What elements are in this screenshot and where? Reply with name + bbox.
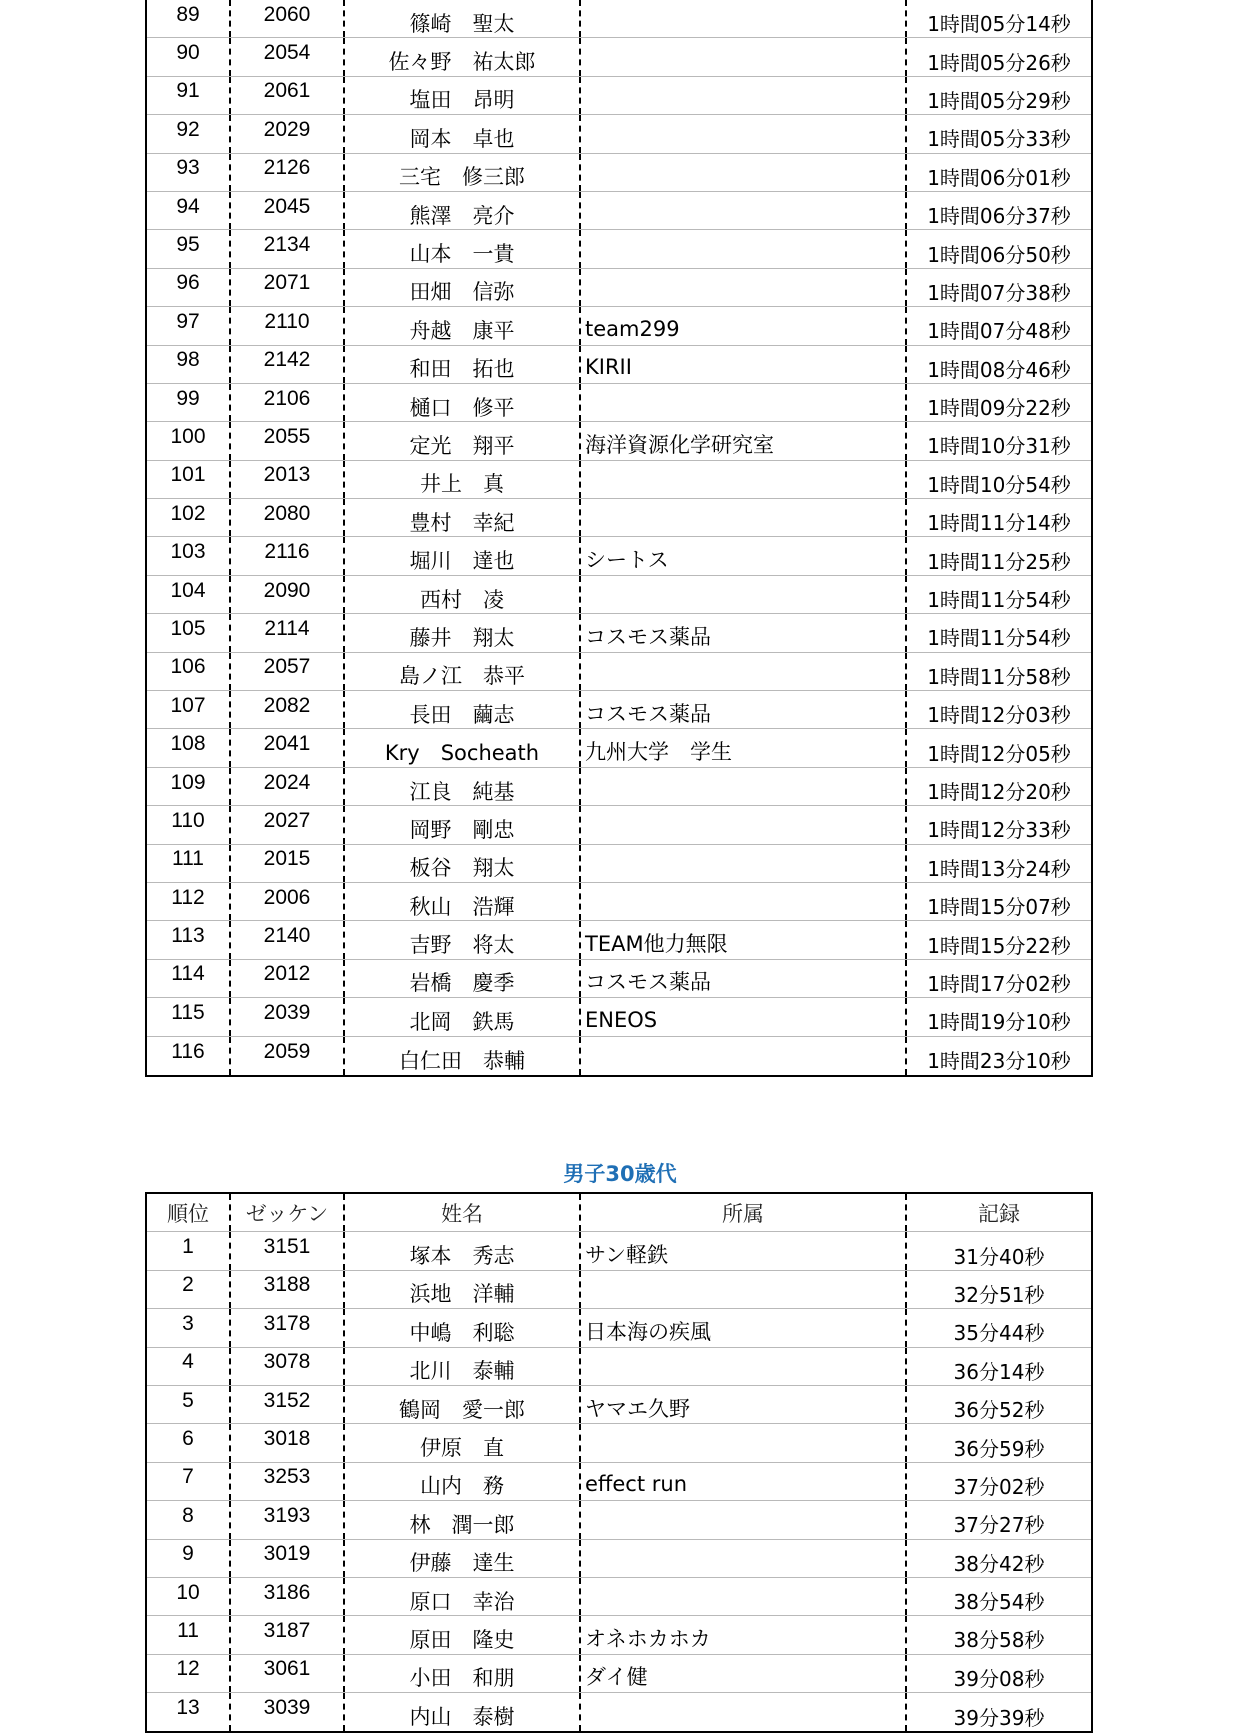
name-cell: 秋山 浩輝 [343, 883, 579, 920]
table-row [147, 768, 1091, 806]
name-cell: 田畑 信弥 [343, 269, 579, 306]
table-row [147, 729, 1091, 767]
rank-cell: 97 [176, 309, 200, 333]
table-header-row [147, 1194, 1091, 1232]
name-cell: 舟越 康平 [343, 307, 579, 344]
record-cell: 1時間15分22秒 [905, 921, 1091, 958]
header-record: 記録 [905, 1194, 1091, 1231]
team-cell [579, 38, 905, 75]
rank-cell: 1 [182, 1235, 194, 1259]
table-row [147, 1232, 1091, 1270]
bib-cell: 3193 [229, 1501, 343, 1538]
name-cell: 佐々野 祐太郎 [343, 38, 579, 75]
record-cell: 38分54秒 [905, 1578, 1091, 1615]
name-cell: 小田 和朋 [343, 1655, 579, 1692]
name-cell: 篠崎 聖太 [343, 0, 579, 37]
record-cell: 32分51秒 [905, 1271, 1091, 1308]
table-row [147, 38, 1091, 76]
name-cell: 堀川 達也 [343, 537, 579, 574]
team-cell [579, 1693, 905, 1731]
record-cell: 1時間08分46秒 [905, 346, 1091, 383]
record-cell: 1時間05分33秒 [905, 115, 1091, 152]
rank-cell: 113 [171, 924, 205, 948]
bib-cell: 2015 [229, 845, 343, 882]
team-cell: ヤマエ久野 [579, 1386, 905, 1423]
team-cell: コスモス薬品 [579, 614, 905, 651]
record-cell: 1時間07分38秒 [905, 269, 1091, 306]
team-cell [579, 576, 905, 613]
table-row [147, 883, 1091, 921]
bib-cell: 2114 [229, 614, 343, 651]
team-cell [579, 461, 905, 498]
name-cell: 熊澤 亮介 [343, 192, 579, 229]
table-row [147, 921, 1091, 959]
name-cell: 内山 泰樹 [343, 1693, 579, 1731]
rank-cell: 114 [171, 962, 205, 986]
record-cell: 37分27秒 [905, 1501, 1091, 1538]
table-row [147, 691, 1091, 729]
section-title: 男子30歳代 [563, 1162, 677, 1186]
team-cell [579, 653, 905, 690]
team-cell [579, 384, 905, 421]
bib-cell: 2116 [229, 537, 343, 574]
results-table-top [145, 0, 1093, 1077]
rank-cell: 112 [171, 885, 205, 909]
table-row [147, 1424, 1091, 1462]
record-cell: 1時間10分54秒 [905, 461, 1091, 498]
table-row [147, 1501, 1091, 1539]
name-cell: 西村 凌 [343, 576, 579, 613]
name-cell: 伊原 直 [343, 1424, 579, 1461]
bib-cell: 2012 [229, 960, 343, 997]
team-cell: KIRII [579, 346, 905, 383]
team-cell: オネホカホカ [579, 1616, 905, 1653]
name-cell: 藤井 翔太 [343, 614, 579, 651]
record-cell: 1時間06分50秒 [905, 230, 1091, 267]
table-row [147, 461, 1091, 499]
table-row [147, 269, 1091, 307]
record-cell: 1時間05分29秒 [905, 77, 1091, 114]
rank-cell: 89 [176, 2, 200, 26]
rank-cell: 2 [182, 1273, 194, 1297]
rank-cell: 5 [182, 1388, 194, 1412]
bib-cell: 2029 [229, 115, 343, 152]
name-cell: 樋口 修平 [343, 384, 579, 421]
bib-cell: 2024 [229, 768, 343, 805]
bib-cell: 2013 [229, 461, 343, 498]
bib-cell: 2142 [229, 346, 343, 383]
table-row [147, 1386, 1091, 1424]
team-cell [579, 154, 905, 191]
table-row [147, 0, 1091, 38]
header-team: 所属 [579, 1194, 905, 1231]
name-cell: 吉野 将太 [343, 921, 579, 958]
rank-cell: 13 [176, 1696, 200, 1720]
rank-cell: 99 [176, 386, 200, 410]
bib-cell: 2071 [229, 269, 343, 306]
rank-cell: 9 [182, 1542, 194, 1566]
record-cell: 1時間19分10秒 [905, 998, 1091, 1035]
record-cell: 1時間17分02秒 [905, 960, 1091, 997]
bib-cell: 2110 [229, 307, 343, 344]
table-row [147, 77, 1091, 115]
team-cell [579, 1424, 905, 1461]
name-cell: 林 潤一郎 [343, 1501, 579, 1538]
record-cell: 1時間05分26秒 [905, 38, 1091, 75]
header-rank: 順位 [167, 1201, 209, 1226]
name-cell: 岡本 卓也 [343, 115, 579, 152]
team-cell [579, 1501, 905, 1538]
name-cell: 和田 拓也 [343, 346, 579, 383]
name-cell: 原田 隆史 [343, 1616, 579, 1653]
rank-cell: 90 [176, 41, 200, 65]
rank-cell: 115 [171, 1000, 205, 1024]
record-cell: 36分59秒 [905, 1424, 1091, 1461]
table-row [147, 307, 1091, 345]
bib-cell: 2055 [229, 422, 343, 459]
team-cell: ENEOS [579, 998, 905, 1035]
team-cell [579, 845, 905, 882]
record-cell: 1時間12分33秒 [905, 806, 1091, 843]
name-cell: 島ノ江 恭平 [343, 653, 579, 690]
bib-cell: 2106 [229, 384, 343, 421]
record-cell: 38分42秒 [905, 1540, 1091, 1577]
rank-cell: 12 [176, 1657, 200, 1681]
team-cell [579, 1271, 905, 1308]
bib-cell: 2134 [229, 230, 343, 267]
table-row [147, 960, 1091, 998]
team-cell [579, 883, 905, 920]
record-cell: 1時間06分37秒 [905, 192, 1091, 229]
rank-cell: 8 [182, 1503, 194, 1527]
record-cell: 1時間10分31秒 [905, 422, 1091, 459]
name-cell: 岡野 剛忠 [343, 806, 579, 843]
rank-cell: 101 [170, 463, 206, 487]
team-cell [579, 499, 905, 536]
record-cell: 1時間15分07秒 [905, 883, 1091, 920]
rank-cell: 96 [176, 271, 200, 295]
record-cell: 1時間12分05秒 [905, 729, 1091, 766]
rank-cell: 91 [176, 79, 200, 103]
table-row [147, 576, 1091, 614]
rank-cell: 95 [176, 233, 200, 257]
record-cell: 1時間11分25秒 [905, 537, 1091, 574]
name-cell: 北川 泰輔 [343, 1348, 579, 1385]
table-row [147, 806, 1091, 844]
record-cell: 1時間23分10秒 [905, 1037, 1091, 1075]
rank-cell: 98 [176, 348, 200, 372]
record-cell: 1時間05分14秒 [905, 0, 1091, 37]
record-cell: 36分52秒 [905, 1386, 1091, 1423]
bib-cell: 2059 [229, 1037, 343, 1075]
rank-cell: 7 [182, 1465, 194, 1489]
name-cell: Kry Socheath [343, 729, 579, 766]
table-row [147, 346, 1091, 384]
team-cell [579, 230, 905, 267]
team-cell: シートス [579, 537, 905, 574]
team-cell: 海洋資源化学研究室 [579, 422, 905, 459]
name-cell: 塩田 昂明 [343, 77, 579, 114]
name-cell: 豊村 幸紀 [343, 499, 579, 536]
bib-cell: 3078 [229, 1348, 343, 1385]
header-bib: ゼッケン [229, 1194, 343, 1231]
header-name: 姓名 [343, 1194, 579, 1231]
bib-cell: 3187 [229, 1616, 343, 1653]
rank-cell: 108 [170, 732, 206, 756]
name-cell: 岩橋 慶季 [343, 960, 579, 997]
bib-cell: 2039 [229, 998, 343, 1035]
record-cell: 1時間07分48秒 [905, 307, 1091, 344]
rank-cell: 94 [176, 194, 200, 218]
team-cell [579, 1578, 905, 1615]
bib-cell: 3152 [229, 1386, 343, 1423]
team-cell [579, 768, 905, 805]
record-cell: 36分14秒 [905, 1348, 1091, 1385]
team-cell: effect run [579, 1463, 905, 1500]
name-cell: 鶴岡 愛一郎 [343, 1386, 579, 1423]
record-cell: 39分08秒 [905, 1655, 1091, 1692]
rank-cell: 107 [170, 693, 206, 717]
table-row [147, 1655, 1091, 1693]
team-cell: 九州大学 学生 [579, 729, 905, 766]
rank-cell: 102 [170, 501, 206, 525]
table-row [147, 115, 1091, 153]
record-cell: 1時間13分24秒 [905, 845, 1091, 882]
bib-cell: 3019 [229, 1540, 343, 1577]
rank-cell: 109 [170, 770, 206, 794]
table-row [147, 653, 1091, 691]
rank-cell: 106 [170, 655, 206, 679]
table-row [147, 1540, 1091, 1578]
team-cell [579, 1037, 905, 1075]
name-cell: 原口 幸治 [343, 1578, 579, 1615]
name-cell: 山本 一貴 [343, 230, 579, 267]
bib-cell: 2061 [229, 77, 343, 114]
team-cell: サン軽鉄 [579, 1232, 905, 1269]
rank-cell: 104 [170, 578, 206, 602]
name-cell: 山内 務 [343, 1463, 579, 1500]
rank-cell: 10 [176, 1580, 200, 1604]
name-cell: 浜地 洋輔 [343, 1271, 579, 1308]
team-cell [579, 192, 905, 229]
name-cell: 定光 翔平 [343, 422, 579, 459]
name-cell: 板谷 翔太 [343, 845, 579, 882]
table-row [147, 1578, 1091, 1616]
bib-cell: 3061 [229, 1655, 343, 1692]
bib-cell: 2027 [229, 806, 343, 843]
name-cell: 北岡 鉄馬 [343, 998, 579, 1035]
record-cell: 35分44秒 [905, 1309, 1091, 1346]
record-cell: 1時間11分14秒 [905, 499, 1091, 536]
bib-cell: 2041 [229, 729, 343, 766]
team-cell: TEAM他力無限 [579, 921, 905, 958]
results-table-men-30s [145, 1192, 1093, 1733]
team-cell [579, 0, 905, 37]
record-cell: 1時間11分54秒 [905, 614, 1091, 651]
bib-cell: 2080 [229, 499, 343, 536]
record-cell: 1時間11分54秒 [905, 576, 1091, 613]
table-row [147, 154, 1091, 192]
table-row [147, 499, 1091, 537]
name-cell: 長田 繭志 [343, 691, 579, 728]
bib-cell: 2126 [229, 154, 343, 191]
table-row [147, 1693, 1091, 1731]
rank-cell: 110 [171, 808, 205, 832]
table-row [147, 1616, 1091, 1654]
bib-cell: 2060 [229, 0, 343, 37]
table-row [147, 537, 1091, 575]
record-cell: 1時間06分01秒 [905, 154, 1091, 191]
team-cell: コスモス薬品 [579, 691, 905, 728]
table-row [147, 1348, 1091, 1386]
table-row [147, 614, 1091, 652]
bib-cell: 2054 [229, 38, 343, 75]
table-row [147, 998, 1091, 1036]
team-cell: team299 [579, 307, 905, 344]
bib-cell: 3039 [229, 1693, 343, 1731]
bib-cell: 3188 [229, 1271, 343, 1308]
name-cell: 塚本 秀志 [343, 1232, 579, 1269]
team-cell [579, 115, 905, 152]
team-cell [579, 1348, 905, 1385]
team-cell: ダイ健 [579, 1655, 905, 1692]
bib-cell: 2057 [229, 653, 343, 690]
rank-cell: 6 [182, 1427, 194, 1451]
table-row [147, 1037, 1091, 1075]
table-row [147, 1309, 1091, 1347]
bib-cell: 2090 [229, 576, 343, 613]
rank-cell: 11 [177, 1618, 199, 1642]
bib-cell: 3178 [229, 1309, 343, 1346]
table-row [147, 422, 1091, 460]
team-cell: 日本海の疾風 [579, 1309, 905, 1346]
team-cell [579, 1540, 905, 1577]
table-row [147, 1271, 1091, 1309]
rank-cell: 3 [182, 1311, 194, 1335]
name-cell: 井上 真 [343, 461, 579, 498]
record-cell: 1時間09分22秒 [905, 384, 1091, 421]
name-cell: 伊藤 達生 [343, 1540, 579, 1577]
rank-cell: 4 [182, 1350, 194, 1374]
rank-cell: 100 [170, 424, 206, 448]
name-cell: 白仁田 恭輔 [343, 1037, 579, 1075]
record-cell: 39分39秒 [905, 1693, 1091, 1731]
bib-cell: 2045 [229, 192, 343, 229]
team-cell [579, 269, 905, 306]
bib-cell: 2082 [229, 691, 343, 728]
rank-cell: 111 [172, 847, 204, 871]
name-cell: 中嶋 利聡 [343, 1309, 579, 1346]
rank-cell: 103 [170, 540, 206, 564]
table-row [147, 384, 1091, 422]
record-cell: 1時間12分20秒 [905, 768, 1091, 805]
team-cell [579, 77, 905, 114]
record-cell: 31分40秒 [905, 1232, 1091, 1269]
rank-cell: 92 [176, 117, 200, 141]
bib-cell: 2006 [229, 883, 343, 920]
record-cell: 38分58秒 [905, 1616, 1091, 1653]
bib-cell: 3018 [229, 1424, 343, 1461]
bib-cell: 3253 [229, 1463, 343, 1500]
rank-cell: 93 [176, 156, 200, 180]
record-cell: 1時間12分03秒 [905, 691, 1091, 728]
name-cell: 三宅 修三郎 [343, 154, 579, 191]
table-row [147, 1463, 1091, 1501]
rank-cell: 105 [170, 616, 206, 640]
bib-cell: 2140 [229, 921, 343, 958]
name-cell: 江良 純基 [343, 768, 579, 805]
bib-cell: 3186 [229, 1578, 343, 1615]
table-row [147, 230, 1091, 268]
record-cell: 37分02秒 [905, 1463, 1091, 1500]
rank-cell: 116 [171, 1039, 205, 1063]
table-row [147, 192, 1091, 230]
table-row [147, 845, 1091, 883]
bib-cell: 3151 [229, 1232, 343, 1269]
team-cell [579, 806, 905, 843]
team-cell: コスモス薬品 [579, 960, 905, 997]
record-cell: 1時間11分58秒 [905, 653, 1091, 690]
